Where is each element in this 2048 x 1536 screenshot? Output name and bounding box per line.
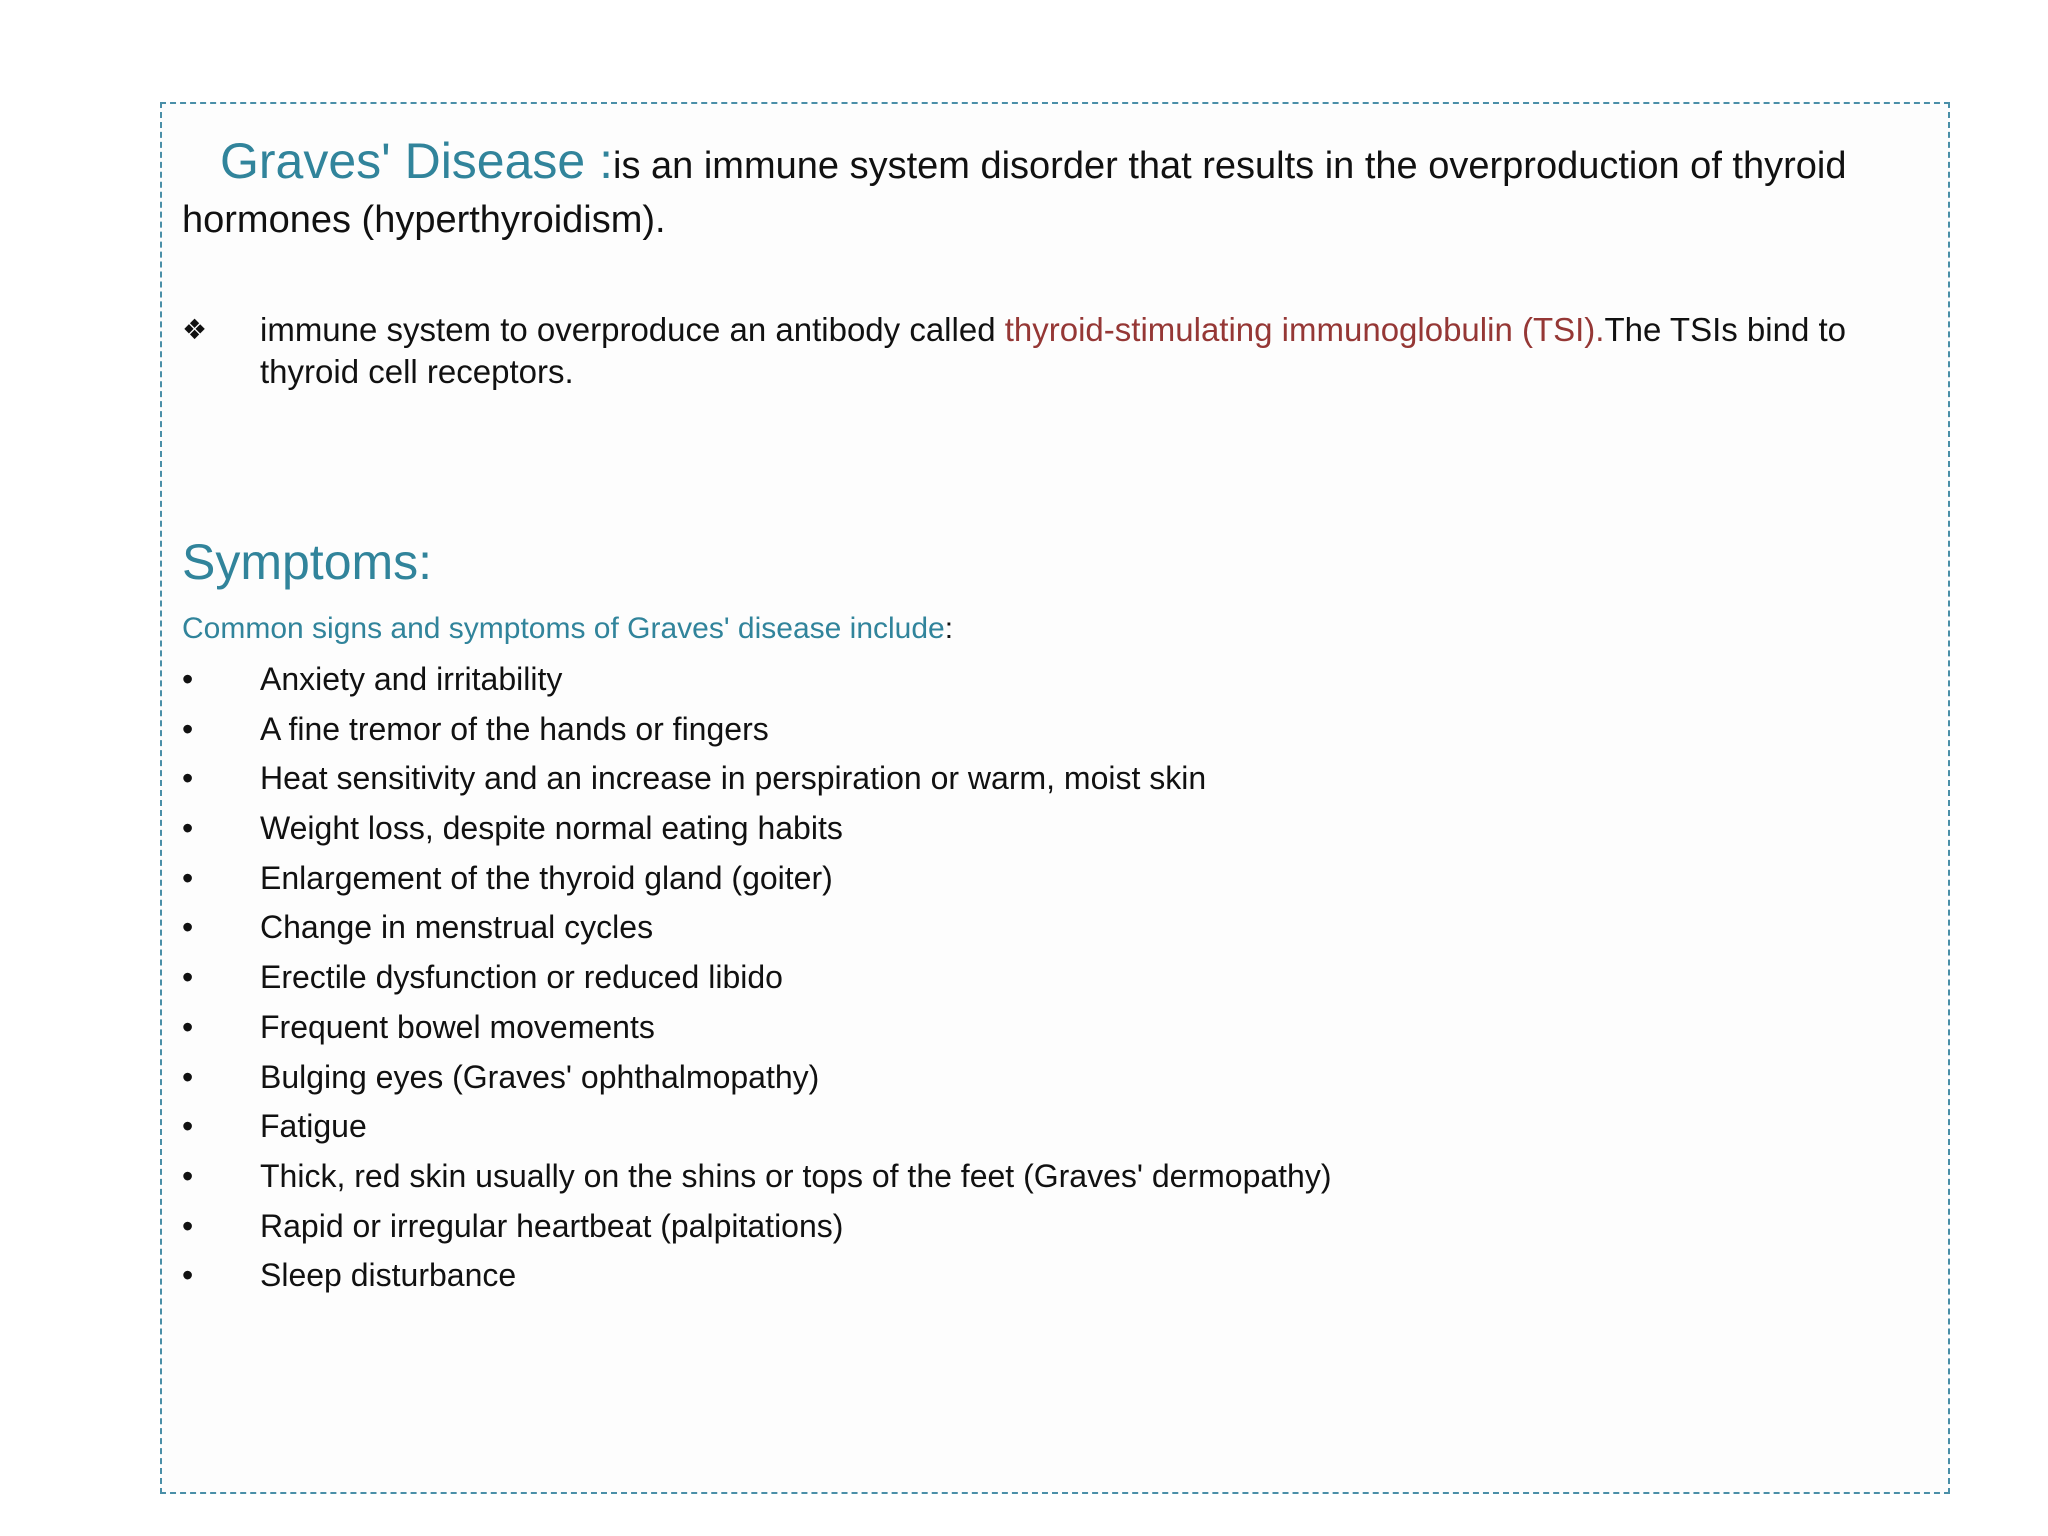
tsi-bullet-point: [182, 309, 1937, 393]
bullet-dot-icon: •: [182, 1058, 194, 1095]
bullet-dot-icon: •: [182, 810, 194, 847]
intro-paragraph: [182, 134, 1937, 247]
slide-content-frame: [160, 102, 1950, 1494]
symptom-label: Change in menstrual cycles: [260, 909, 654, 946]
disease-title: Graves' Disease :: [220, 133, 614, 189]
bullet-dot-icon: •: [182, 710, 194, 747]
symptom-label: Enlargement of the thyroid gland (goiter): [260, 859, 833, 896]
symptom-label: Rapid or irregular heartbeat (palpitations): [260, 1207, 844, 1244]
bullet-dot-icon: •: [182, 1257, 194, 1294]
symptom-label: Bulging eyes (Graves' ophthalmopathy): [260, 1058, 820, 1095]
bullet-dot-icon: •: [182, 1207, 194, 1244]
symptoms-intro: [182, 609, 953, 649]
symptom-label: Anxiety and irritability: [260, 661, 563, 697]
tsi-highlight: thyroid-stimulating immunoglobulin (TSI).: [1004, 311, 1605, 348]
symptom-label: Heat sensitivity and an increase in perspiration or warm, moist skin: [260, 760, 1207, 797]
symptom-label: Frequent bowel movements: [260, 1008, 655, 1045]
tsi-text-after: The TSIs bind to thyroid cell receptors.: [260, 311, 1846, 390]
symptom-label: Fatigue: [260, 1108, 367, 1145]
symptom-label: Erectile dysfunction or reduced libido: [260, 959, 783, 996]
symptoms-intro-colon: :: [944, 612, 954, 645]
bullet-dot-icon: •: [182, 1108, 194, 1145]
symptoms-heading: Symptoms:: [182, 534, 433, 590]
bullet-dot-icon: •: [182, 1157, 194, 1194]
disease-definition: is an immune system disorder that results in the overproduction of thyroid hormones (hyperthyroidism).: [182, 145, 1847, 241]
tsi-text-before: immune system to overproduce an antibody called: [260, 311, 1005, 348]
symptom-label: Weight loss, despite normal eating habits: [260, 810, 843, 847]
bullet-dot-icon: •: [182, 859, 194, 896]
symptom-label: Sleep disturbance: [260, 1257, 517, 1294]
diamond-bullet-icon: ❖: [182, 313, 208, 346]
symptoms-intro-text: Common signs and symptoms of Graves' disease include: [182, 612, 945, 645]
symptom-label: A fine tremor of the hands or fingers: [260, 710, 769, 747]
tsi-text: [260, 309, 1937, 393]
bullet-dot-icon: •: [182, 909, 194, 946]
bullet-dot-icon: •: [182, 1008, 194, 1045]
bullet-dot-icon: •: [182, 661, 194, 697]
symptom-label: Thick, red skin usually on the shins or tops of the feet (Graves' dermopathy): [260, 1157, 1332, 1194]
bullet-dot-icon: •: [182, 760, 194, 797]
bullet-dot-icon: •: [182, 959, 194, 996]
